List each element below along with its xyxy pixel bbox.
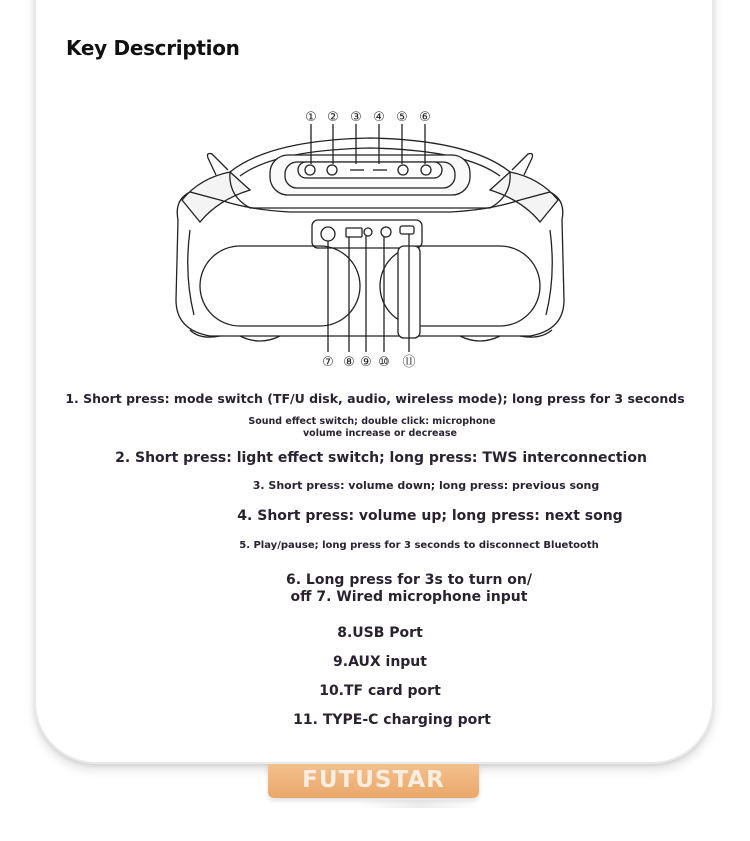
desc-2: 2. Short press: light effect switch; long press: TWS interconnection [115,450,647,466]
callout-5: ⑤ [396,110,408,125]
callout-3: ③ [350,110,362,125]
desc-1-sub-a: Sound effect switch; double click: microphone [248,416,496,427]
desc-10: 10.TF card port [319,683,441,699]
callout-2: ② [327,110,339,125]
desc-1: 1. Short press: mode switch (TF/U disk, audio, wireless mode); long press for 3 seconds [65,391,685,406]
callout-10: ⑩ [378,355,390,370]
speaker-diagram [160,100,580,375]
desc-11: 11. TYPE-C charging port [293,712,491,728]
desc-8: 8.USB Port [337,625,423,641]
callout-6: ⑥ [419,110,431,125]
desc-5: 5. Play/pause; long press for 3 seconds to disconnect Bluetooth [239,540,599,551]
desc-1-sub-b: volume increase or decrease [302,428,457,439]
callout-11: ⑪ [402,355,416,370]
desc-6b: off 7. Wired microphone input [290,589,528,605]
callout-9: ⑨ [360,355,372,370]
callout-8: ⑧ [343,355,355,370]
callout-7: ⑦ [322,355,334,370]
callout-1: ① [305,110,317,125]
brand-logo: FUTUSTAR [302,767,445,793]
desc-3: 3. Short press: volume down; long press: previous song [252,479,600,492]
desc-4: 4. Short press: volume up; long press: next song [237,508,623,524]
desc-6a: 6. Long press for 3s to turn on/ [285,572,533,588]
page-title: Key Description [66,36,240,60]
desc-9: 9.AUX input [333,654,427,670]
brand-logo-tab [268,764,479,798]
callout-4: ④ [373,110,385,125]
logo-reflection [360,800,480,808]
